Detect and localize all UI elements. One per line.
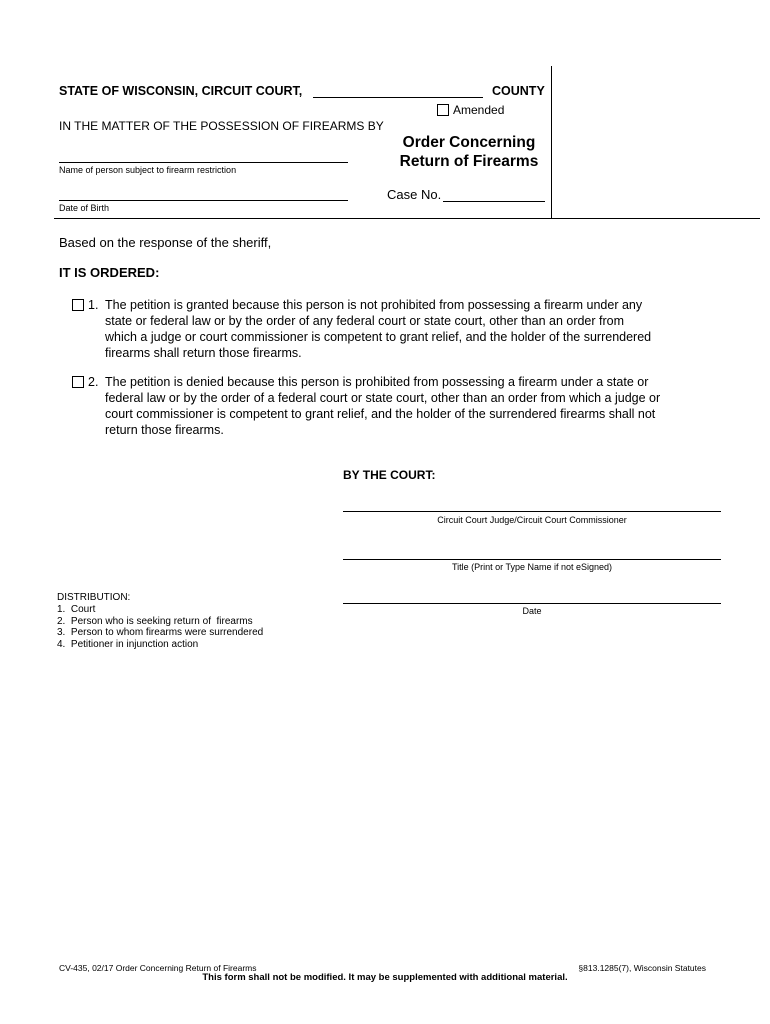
name-field[interactable] [59,162,348,163]
option-1-line: which a judge or court commissioner is competent to grant relief, and the holder of the surrendered [105,330,652,344]
option-2-text [105,374,695,438]
amended-option[interactable] [437,103,504,117]
page-title [369,133,569,171]
distribution-heading: DISTRIBUTION: [57,592,131,603]
title-caption: Title (Print or Type Name if not eSigned) [451,562,613,572]
distribution-item: 1. Court [57,603,96,615]
option-1-text [105,297,685,361]
matter-text: IN THE MATTER OF THE POSSESSION OF FIREARMS BY [59,119,384,133]
form-id: CV-435, 02/17 Order Concerning Return of Firearms [59,963,257,973]
distribution-item: 3. Person to whom firearms were surrendered [57,627,264,639]
dob-caption: Date of Birth [59,203,110,213]
judge-signature-line[interactable] [343,511,721,512]
distribution-list [57,592,263,651]
modification-notice: This form shall not be modified. It may be supplemented with additional material. [202,972,568,983]
option-2-line: court commissioner is competent to grant relief, and the holder of the surrendered firearms shall not [105,407,656,421]
option-1-line: state or federal law or by the order of any federal court or state court, other than an order from [105,314,625,328]
date-line[interactable] [343,603,721,604]
county-label: COUNTY [492,84,545,98]
option-2-line: The petition is denied because this person is prohibited from possessing a firearm under a state or [105,375,649,389]
judge-caption: Circuit Court Judge/Circuit Court Commissioner [437,515,627,525]
option-2-line: return those firearms. [105,423,224,437]
ordered-heading: IT IS ORDERED: [59,265,160,280]
title-line-2: Return of Firearms [399,153,539,170]
option-1-number: 1. [88,298,99,312]
option-1-line: firearms shall return those firearms. [105,346,302,360]
distribution-item: 2. Person who is seeking return of firearms [57,615,253,627]
distribution-item: 4. Petitioner in injunction action [57,639,199,651]
amended-checkbox[interactable] [437,104,449,116]
name-caption: Name of person subject to firearm restriction [59,165,237,175]
title-line-1: Order Concerning [402,134,536,151]
case-no-label: Case No. [387,187,442,202]
date-caption: Date [522,606,542,616]
case-no-field[interactable] [443,201,545,202]
option-2-checkbox[interactable] [72,376,84,388]
header-divider-horizontal [54,218,760,219]
court-heading: STATE OF WISCONSIN, CIRCUIT COURT, [59,84,303,98]
option-1-line: The petition is granted because this person is not prohibited from possessing a firearm under any [105,298,643,312]
by-the-court: BY THE COURT: [343,468,436,482]
dob-field[interactable] [59,200,348,201]
option-2-number: 2. [88,375,99,389]
option-1-checkbox[interactable] [72,299,84,311]
county-name-field[interactable] [313,97,483,98]
title-signature-line[interactable] [343,559,721,560]
statute-ref: §813.1285(7), Wisconsin Statutes [578,963,706,973]
amended-label: Amended [453,103,505,117]
intro-text: Based on the response of the sheriff, [59,235,272,250]
option-2-line: federal law or by the order of a federal court or state court, other than an order from which a judge or [105,391,661,405]
